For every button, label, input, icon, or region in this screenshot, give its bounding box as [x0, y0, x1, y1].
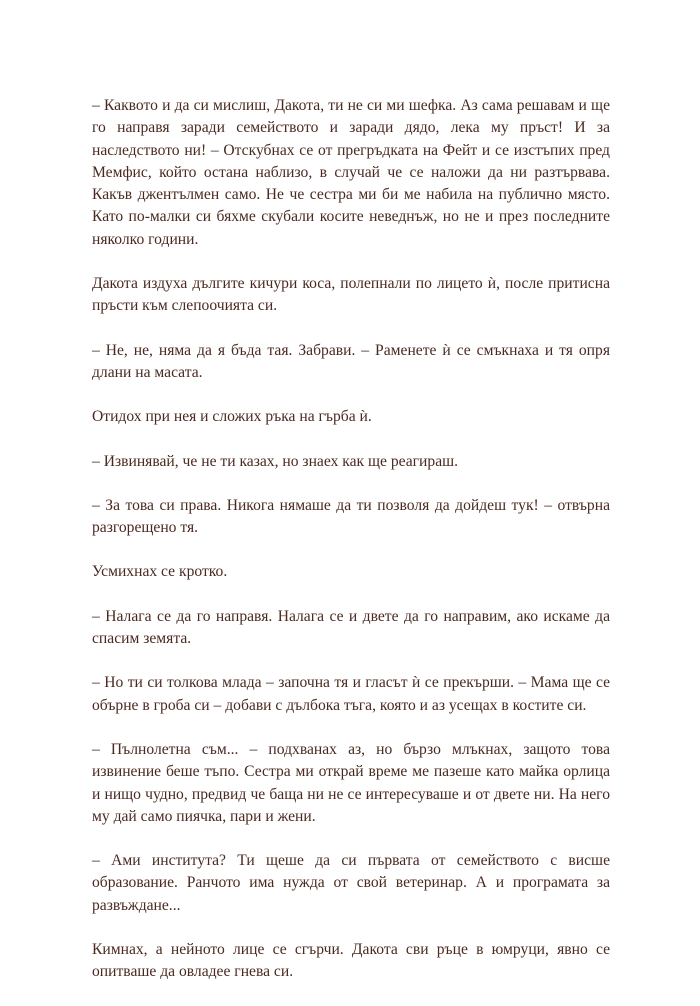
paragraph: – Каквото и да си мислиш, Дакота, ти не си ми шефка. Аз сама решавам и ще го направя заради семейството и заради дядо, лека му пръст! И за наследството ни! – Отскубнах се от прегръдката на Фейт и се изстъпих пред Мемфис, който остана наблизо, в случай че се наложи да ни разтървава. Какъв джентълмен само. Не че сестра ми би ме набила на публично място. Като по-малки си бяхме скубали косите неведнъж, но не и през последните няколко години. — [92, 97, 610, 248]
paragraph: Отидох при нея и сложих ръка на гърба ѝ. — [92, 408, 372, 426]
paragraph: – Пълнолетна съм... – подхванах аз, но бързо млъкнах, защото това извинение беше тъпо. Сестра ми открай време ме пазеше като майка орлица и нищо чудно, предвид че баща ни не се интересуваше и от двете ни. На него му дай само пиячка, пари и жени. — [92, 740, 610, 825]
paragraph: Кимнах, а нейното лице се сгърчи. Дакота сви ръце в юмруци, явно се опитваше да овладее гнева си. — [92, 941, 610, 981]
paragraph: – Налага се да го направя. Налага се и двете да го направим, ако искаме да спасим земята. — [92, 607, 610, 648]
paragraph: – Ами института? Ти щеше да си първата от семейството с висше образование. Ранчото има нужда от свой ветеринар. А и програмата за развъждане... — [92, 852, 610, 914]
paragraph: Усмихнах се кротко. — [92, 563, 228, 581]
body-text — [92, 95, 610, 1006]
paragraph: – Не, не, няма да я бъда тая. Забрави. – Раменете ѝ се смъкнаха и тя опря длани на масата. — [92, 341, 610, 381]
paragraph: – За това си права. Никога нямаше да ти позволя да дойдеш тук! – отвърна разгорещено тя. — [92, 496, 610, 537]
paragraph: – Но ти си толкова млада – започна тя и гласът ѝ се прекърши. – Мама ще се обърне в гроба си – добави с дълбока тъга, която и аз усещах в костите си. — [92, 674, 610, 714]
paragraph: Дакота издуха дългите кичури коса, полепнали по лицето ѝ, после притисна пръсти към слепоочията си. — [92, 275, 610, 315]
paragraph: – Извинявай, че не ти казах, но знаех как ще реагираш. — [92, 452, 459, 470]
